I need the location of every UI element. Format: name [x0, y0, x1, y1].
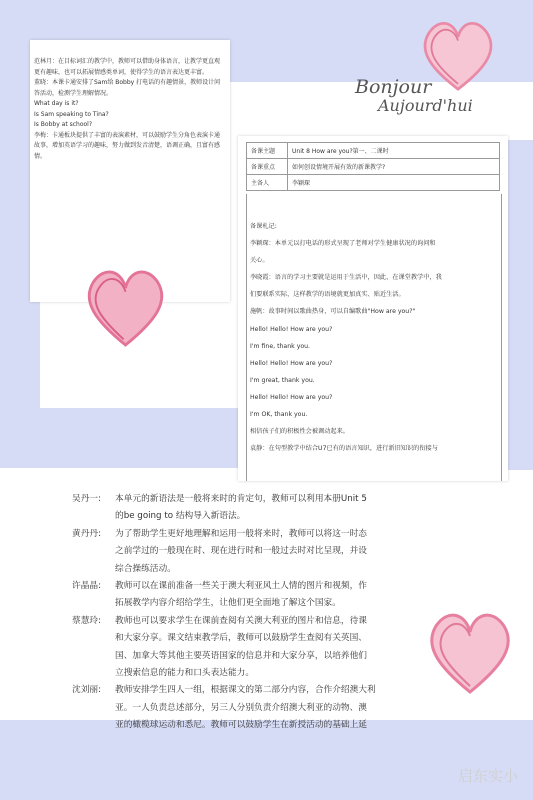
teacher-name: 沈刘丽:	[72, 685, 101, 696]
table-value: Unit 8 How are you?第一、二课时	[288, 143, 500, 159]
comment-line: 本单元的新语法是一般将来时的肯定句，教师可以利用本册Unit 5	[115, 494, 367, 504]
comment-line: 拓展教学内容介绍给学生，让他们更全面地了解这个国家。	[115, 598, 341, 609]
notes-line: I'm fine, thank you.	[250, 342, 311, 350]
comment-line: 之前学过的一般现在时、现在进行时和一般过去时对比呈现，并设	[115, 546, 367, 557]
heart-icon	[413, 10, 503, 100]
comment-line: 亚。一人负责总述部分，另三人分别负责介绍澳大利亚的动物、澳	[115, 702, 367, 713]
lesson-plan-card	[238, 136, 508, 481]
comment-line: 教师可以在课前准备一些关于澳大利亚风土人情的图片和视频，作	[115, 581, 367, 592]
notes-line: I'm great, thank you.	[250, 376, 315, 384]
notes-line: 李晓霞：语言的学习主要就是运用于生活中，因此，在课堂教学中，我	[250, 274, 442, 282]
notes-line: 关心。	[250, 257, 269, 265]
text-line: What day is it?	[34, 100, 79, 107]
text-line: 董晓：本课卡通安排了Sam给 Bobby 打电话的有趣情景，教师设计问	[34, 79, 221, 86]
text-line: Is Bobby at school?	[34, 121, 93, 128]
notes-line: 李颖琛：本单元以打电话的形式呈现了老师对学生健康状况的询问和	[250, 240, 436, 248]
comment-entry	[72, 491, 424, 526]
comment-line: 亚的橄榄球运动和悉尼。教师可以鼓励学生在新授活动的基础上延	[115, 720, 367, 731]
notes-line: Hello! Hello! How are you?	[250, 325, 333, 333]
comment-entry	[72, 578, 424, 613]
bonjour-title: Bonjour	[355, 76, 432, 98]
teacher-comments	[72, 491, 424, 735]
comment-line: 的be going to 结构导入新语法。	[115, 511, 246, 522]
text-line: 答活动，检测学生理解情况。	[34, 89, 113, 97]
table-label: 备课重点	[247, 159, 288, 175]
notes-line: 施帆：故事时间以歌曲热身，可以自编歌曲"How are you?"	[250, 308, 416, 316]
notes-line: 袁静：在句型教学中结合U7已有的语言知识，进行新旧知识的衔接与	[250, 445, 438, 453]
heart-icon	[420, 595, 520, 705]
comment-line: 综合操练活动。	[115, 563, 176, 574]
comment-line: 国、加拿大等其他主要英语国家的信息并和大家分享，以培养他们	[115, 650, 367, 661]
table-label: 主备人	[247, 175, 288, 191]
text-line: 更有趣味，也可以拓展情感类单词，使得学生的语言表达更丰富。	[34, 68, 209, 76]
comment-entry	[72, 526, 424, 578]
notes-line: Hello! Hello! How are you?	[250, 393, 333, 401]
notes-line: 相信孩子们的积极性会被调动起来。	[250, 428, 349, 436]
lesson-notes	[250, 218, 498, 457]
text-line: Is Sam speaking to Tina?	[34, 110, 109, 118]
comment-line: 教师安排学生四人一组，根据课文的第二部分内容，合作介绍澳大利	[115, 685, 376, 696]
text-line: 李梅：卡通板块提供了丰富的表演素材，可以鼓励学生分角色表演卡通	[34, 131, 221, 139]
table-row	[247, 159, 500, 175]
text-line: 范林月：在目标词汇的教学中，教师可以借助身体语言，让教学更直观	[34, 58, 221, 65]
table-value: 如何创设情境开展有效的新课教学?	[288, 159, 500, 175]
teacher-name: 许晶晶:	[72, 581, 101, 592]
comment-line: 为了帮助学生更好地理解和运用一般将来时，教师可以将这一时态	[115, 528, 367, 539]
lesson-plan-table	[246, 142, 500, 191]
comment-entry	[72, 682, 424, 734]
heart-icon	[78, 257, 173, 357]
table-value: 李颖琛	[288, 175, 500, 191]
aujourdhui-title: Aujourd'hui	[378, 96, 473, 115]
text-line: 情。	[34, 152, 47, 160]
notes-line: 们要联系实际，这样教学的语境就更加真实、贴近生活。	[250, 291, 405, 299]
table-row	[247, 143, 500, 159]
notes-line: 备课札记:	[250, 223, 277, 230]
table-label: 备课主题	[247, 143, 288, 159]
table-row	[247, 175, 500, 191]
comment-entry	[72, 613, 424, 683]
text-line: 故事，增加英语学习的趣味，努力做到发音清楚，语调正确，且富有感	[34, 142, 221, 149]
comment-line: 和大家分享。课文结束教学后，教师可以鼓励学生查阅有关英国、	[115, 633, 367, 644]
notes-line: Hello! Hello! How are you?	[250, 359, 333, 367]
notes-line: I'm OK, thank you.	[250, 411, 308, 419]
teacher-name: 吴丹一:	[72, 494, 101, 504]
teacher-name: 蔡慧玲:	[72, 615, 101, 626]
top-note-text	[30, 40, 230, 162]
teacher-name: 黄丹丹:	[72, 528, 101, 539]
school-stamp: 启东实小	[457, 767, 518, 785]
comment-line: 教师也可以要求学生在课前查阅有关澳大利亚的图片和信息，待课	[115, 615, 367, 626]
comment-line: 立搜索信息的能力和口头表达能力。	[115, 668, 254, 679]
